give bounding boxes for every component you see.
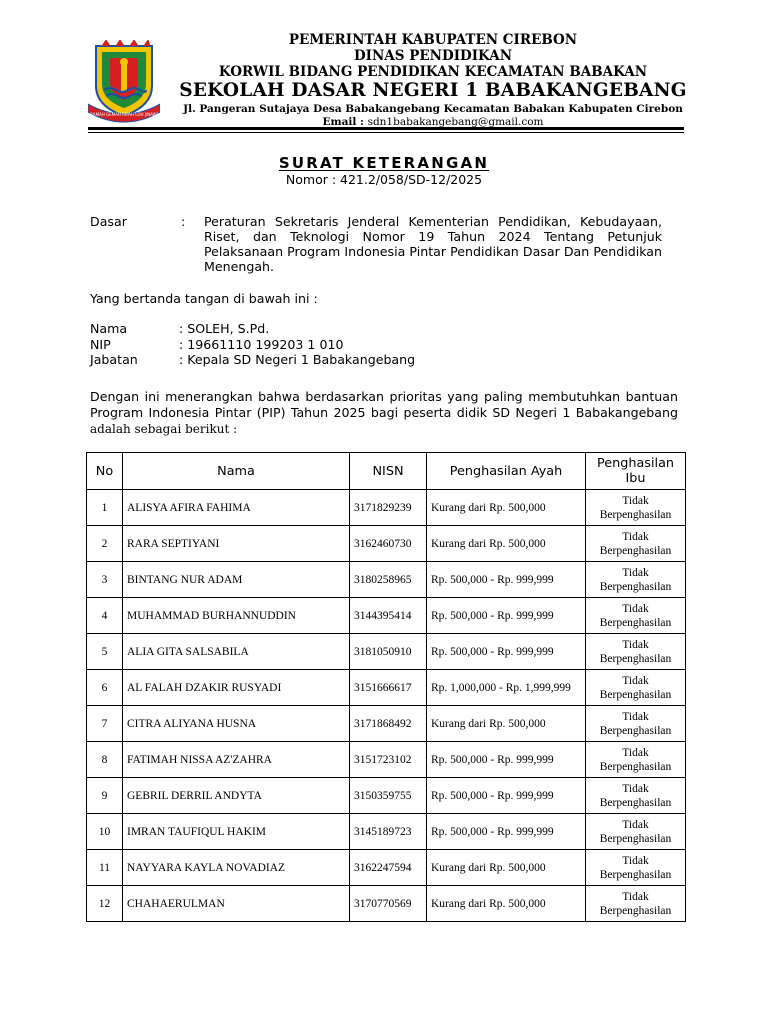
cell-no: 9 — [87, 778, 123, 814]
header-penghasilan-ayah: Penghasilan Ayah — [427, 453, 586, 490]
letterhead-divider-thick — [88, 127, 684, 130]
header-no: No — [87, 453, 123, 490]
cell-no: 10 — [87, 814, 123, 850]
letterhead-line-1: PEMERINTAH KABUPATEN CIREBON — [288, 32, 578, 48]
header-nama: Nama — [123, 453, 350, 490]
statement-paragraph — [90, 389, 678, 437]
cell-penghasilan-ibu: Tidak Berpenghasilan — [586, 634, 686, 670]
school-name: SEKOLAH DASAR NEGERI 1 BABAKANGEBANG — [179, 80, 687, 101]
cell-penghasilan-ibu: Tidak Berpenghasilan — [586, 706, 686, 742]
cell-no: 12 — [87, 886, 123, 922]
table-row — [87, 634, 686, 670]
dasar-text: Peraturan Sekretaris Jenderal Kementerian Pendidikan, Kebudayaan, Riset, dan Teknologi Nomor 19 Tahun 2024 Tentang Petunjuk Pelaksanaan Program Indonesia Pintar Pendidikan Dasar Dan Pendidikan Menengah. — [204, 214, 662, 274]
signer-position-label: Jabatan — [90, 352, 138, 367]
table-row — [87, 778, 686, 814]
cell-penghasilan-ayah: Rp. 1,000,000 - Rp. 1,999,999 — [427, 670, 586, 706]
dasar-label: Dasar — [90, 214, 127, 229]
table-row — [87, 850, 686, 886]
table-row — [87, 490, 686, 526]
cell-nisn: 3162247594 — [350, 850, 427, 886]
cell-nama: IMRAN TAUFIQUL HAKIM — [123, 814, 350, 850]
cell-penghasilan-ibu: Tidak Berpenghasilan — [586, 490, 686, 526]
table-row — [87, 598, 686, 634]
cell-penghasilan-ibu: Tidak Berpenghasilan — [586, 742, 686, 778]
cell-nisn: 3145189723 — [350, 814, 427, 850]
cell-penghasilan-ibu: Tidak Berpenghasilan — [586, 526, 686, 562]
cell-penghasilan-ibu: Tidak Berpenghasilan — [586, 598, 686, 634]
cell-penghasilan-ayah: Kurang dari Rp. 500,000 — [427, 850, 586, 886]
table-header-row — [87, 453, 686, 490]
cell-nama: BINTANG NUR ADAM — [123, 562, 350, 598]
email-value[interactable]: sdn1babakangebang@gmail.com — [367, 116, 544, 128]
cell-nama: CHAHAERULMAN — [123, 886, 350, 922]
signer-nip-value: : 19661110 199203 1 010 — [179, 337, 344, 352]
signer-name-value: : SOLEH, S.Pd. — [179, 321, 270, 336]
cell-penghasilan-ayah: Kurang dari Rp. 500,000 — [427, 706, 586, 742]
email-label: Email : — [322, 116, 364, 128]
cell-penghasilan-ibu: Tidak Berpenghasilan — [586, 886, 686, 922]
cell-penghasilan-ayah: Rp. 500,000 - Rp. 999,999 — [427, 562, 586, 598]
cell-nisn: 3181050910 — [350, 634, 427, 670]
cell-no: 7 — [87, 706, 123, 742]
cell-nisn: 3151666617 — [350, 670, 427, 706]
cell-penghasilan-ibu: Tidak Berpenghasilan — [586, 778, 686, 814]
cell-penghasilan-ibu: Tidak Berpenghasilan — [586, 670, 686, 706]
cell-penghasilan-ibu: Tidak Berpenghasilan — [586, 562, 686, 598]
cell-nama: ALIA GITA SALSABILA — [123, 634, 350, 670]
cell-penghasilan-ayah: Kurang dari Rp. 500,000 — [427, 490, 586, 526]
letterhead-divider-thin — [88, 132, 684, 133]
cell-penghasilan-ibu: Tidak Berpenghasilan — [586, 850, 686, 886]
statement-tail: adalah sebagai berikut : — [90, 422, 238, 436]
cell-no: 2 — [87, 526, 123, 562]
document-title-text: SURAT KETERANGAN — [278, 154, 490, 172]
cell-penghasilan-ayah: Rp. 500,000 - Rp. 999,999 — [427, 634, 586, 670]
table-row — [87, 670, 686, 706]
letterhead-line-3: KORWIL BIDANG PENDIDIKAN KECAMATAN BABAKAN — [218, 64, 648, 80]
letterhead — [170, 32, 696, 129]
cell-penghasilan-ayah: Rp. 500,000 - Rp. 999,999 — [427, 814, 586, 850]
cell-penghasilan-ayah: Rp. 500,000 - Rp. 999,999 — [427, 742, 586, 778]
cell-nisn: 3171868492 — [350, 706, 427, 742]
table-row — [87, 706, 686, 742]
student-table — [86, 452, 686, 922]
header-nisn: NISN — [350, 453, 427, 490]
logo-motto: RAMAH GEMAH RIPAH LOH JINAWI — [90, 112, 158, 117]
cell-nisn: 3162460730 — [350, 526, 427, 562]
cell-nisn: 3150359755 — [350, 778, 427, 814]
cell-nama: ALISYA AFIRA FAHIMA — [123, 490, 350, 526]
cell-no: 11 — [87, 850, 123, 886]
cell-penghasilan-ayah: Rp. 500,000 - Rp. 999,999 — [427, 598, 586, 634]
cell-nisn: 3144395414 — [350, 598, 427, 634]
table-row — [87, 742, 686, 778]
table-row — [87, 526, 686, 562]
cell-penghasilan-ayah: Rp. 500,000 - Rp. 999,999 — [427, 778, 586, 814]
cell-nisn: 3180258965 — [350, 562, 427, 598]
table-body — [87, 490, 686, 922]
letterhead-line-2: DINAS PENDIDIKAN — [353, 48, 513, 64]
table-row — [87, 562, 686, 598]
school-address: Jl. Pangeran Sutajaya Desa Babakangebang Kecamatan Babakan Kabupaten Cirebon — [183, 103, 683, 115]
header-penghasilan-ibu: Penghasilan Ibu — [586, 453, 686, 490]
regency-logo — [88, 40, 160, 124]
signer-intro: Yang bertanda tangan di bawah ini : — [90, 291, 318, 306]
cell-penghasilan-ayah: Kurang dari Rp. 500,000 — [427, 526, 586, 562]
cell-nama: FATIMAH NISSA AZ'ZAHRA — [123, 742, 350, 778]
cell-no: 1 — [87, 490, 123, 526]
cell-penghasilan-ayah: Kurang dari Rp. 500,000 — [427, 886, 586, 922]
statement-main: Dengan ini menerangkan bahwa berdasarkan prioritas yang paling membutuhkan bantuan Program Indonesia Pintar (PIP) Tahun 2025 bagi peserta didik SD Negeri 1 Babakangebang — [90, 389, 678, 420]
cell-penghasilan-ibu: Tidak Berpenghasilan — [586, 814, 686, 850]
cell-no: 3 — [87, 562, 123, 598]
signer-nip-label: NIP — [90, 337, 111, 352]
signer-name-label: Nama — [90, 321, 128, 336]
cell-nisn: 3171829239 — [350, 490, 427, 526]
cell-no: 6 — [87, 670, 123, 706]
dasar-colon: : — [181, 214, 186, 229]
cell-no: 8 — [87, 742, 123, 778]
cell-nama: RARA SEPTIYANI — [123, 526, 350, 562]
cell-no: 4 — [87, 598, 123, 634]
cell-nama: AL FALAH DZAKIR RUSYADI — [123, 670, 350, 706]
document-number: Nomor : 421.2/058/SD-12/2025 — [285, 172, 483, 187]
cell-nisn: 3170770569 — [350, 886, 427, 922]
document-title — [0, 154, 768, 172]
cell-nisn: 3151723102 — [350, 742, 427, 778]
cell-nama: CITRA ALIYANA HUSNA — [123, 706, 350, 742]
signer-position-value: : Kepala SD Negeri 1 Babakangebang — [179, 352, 416, 367]
table-row — [87, 814, 686, 850]
cell-nama: MUHAMMAD BURHANNUDDIN — [123, 598, 350, 634]
cell-nama: NAYYARA KAYLA NOVADIAZ — [123, 850, 350, 886]
cell-nama: GEBRIL DERRIL ANDYTA — [123, 778, 350, 814]
cell-no: 5 — [87, 634, 123, 670]
table-row — [87, 886, 686, 922]
